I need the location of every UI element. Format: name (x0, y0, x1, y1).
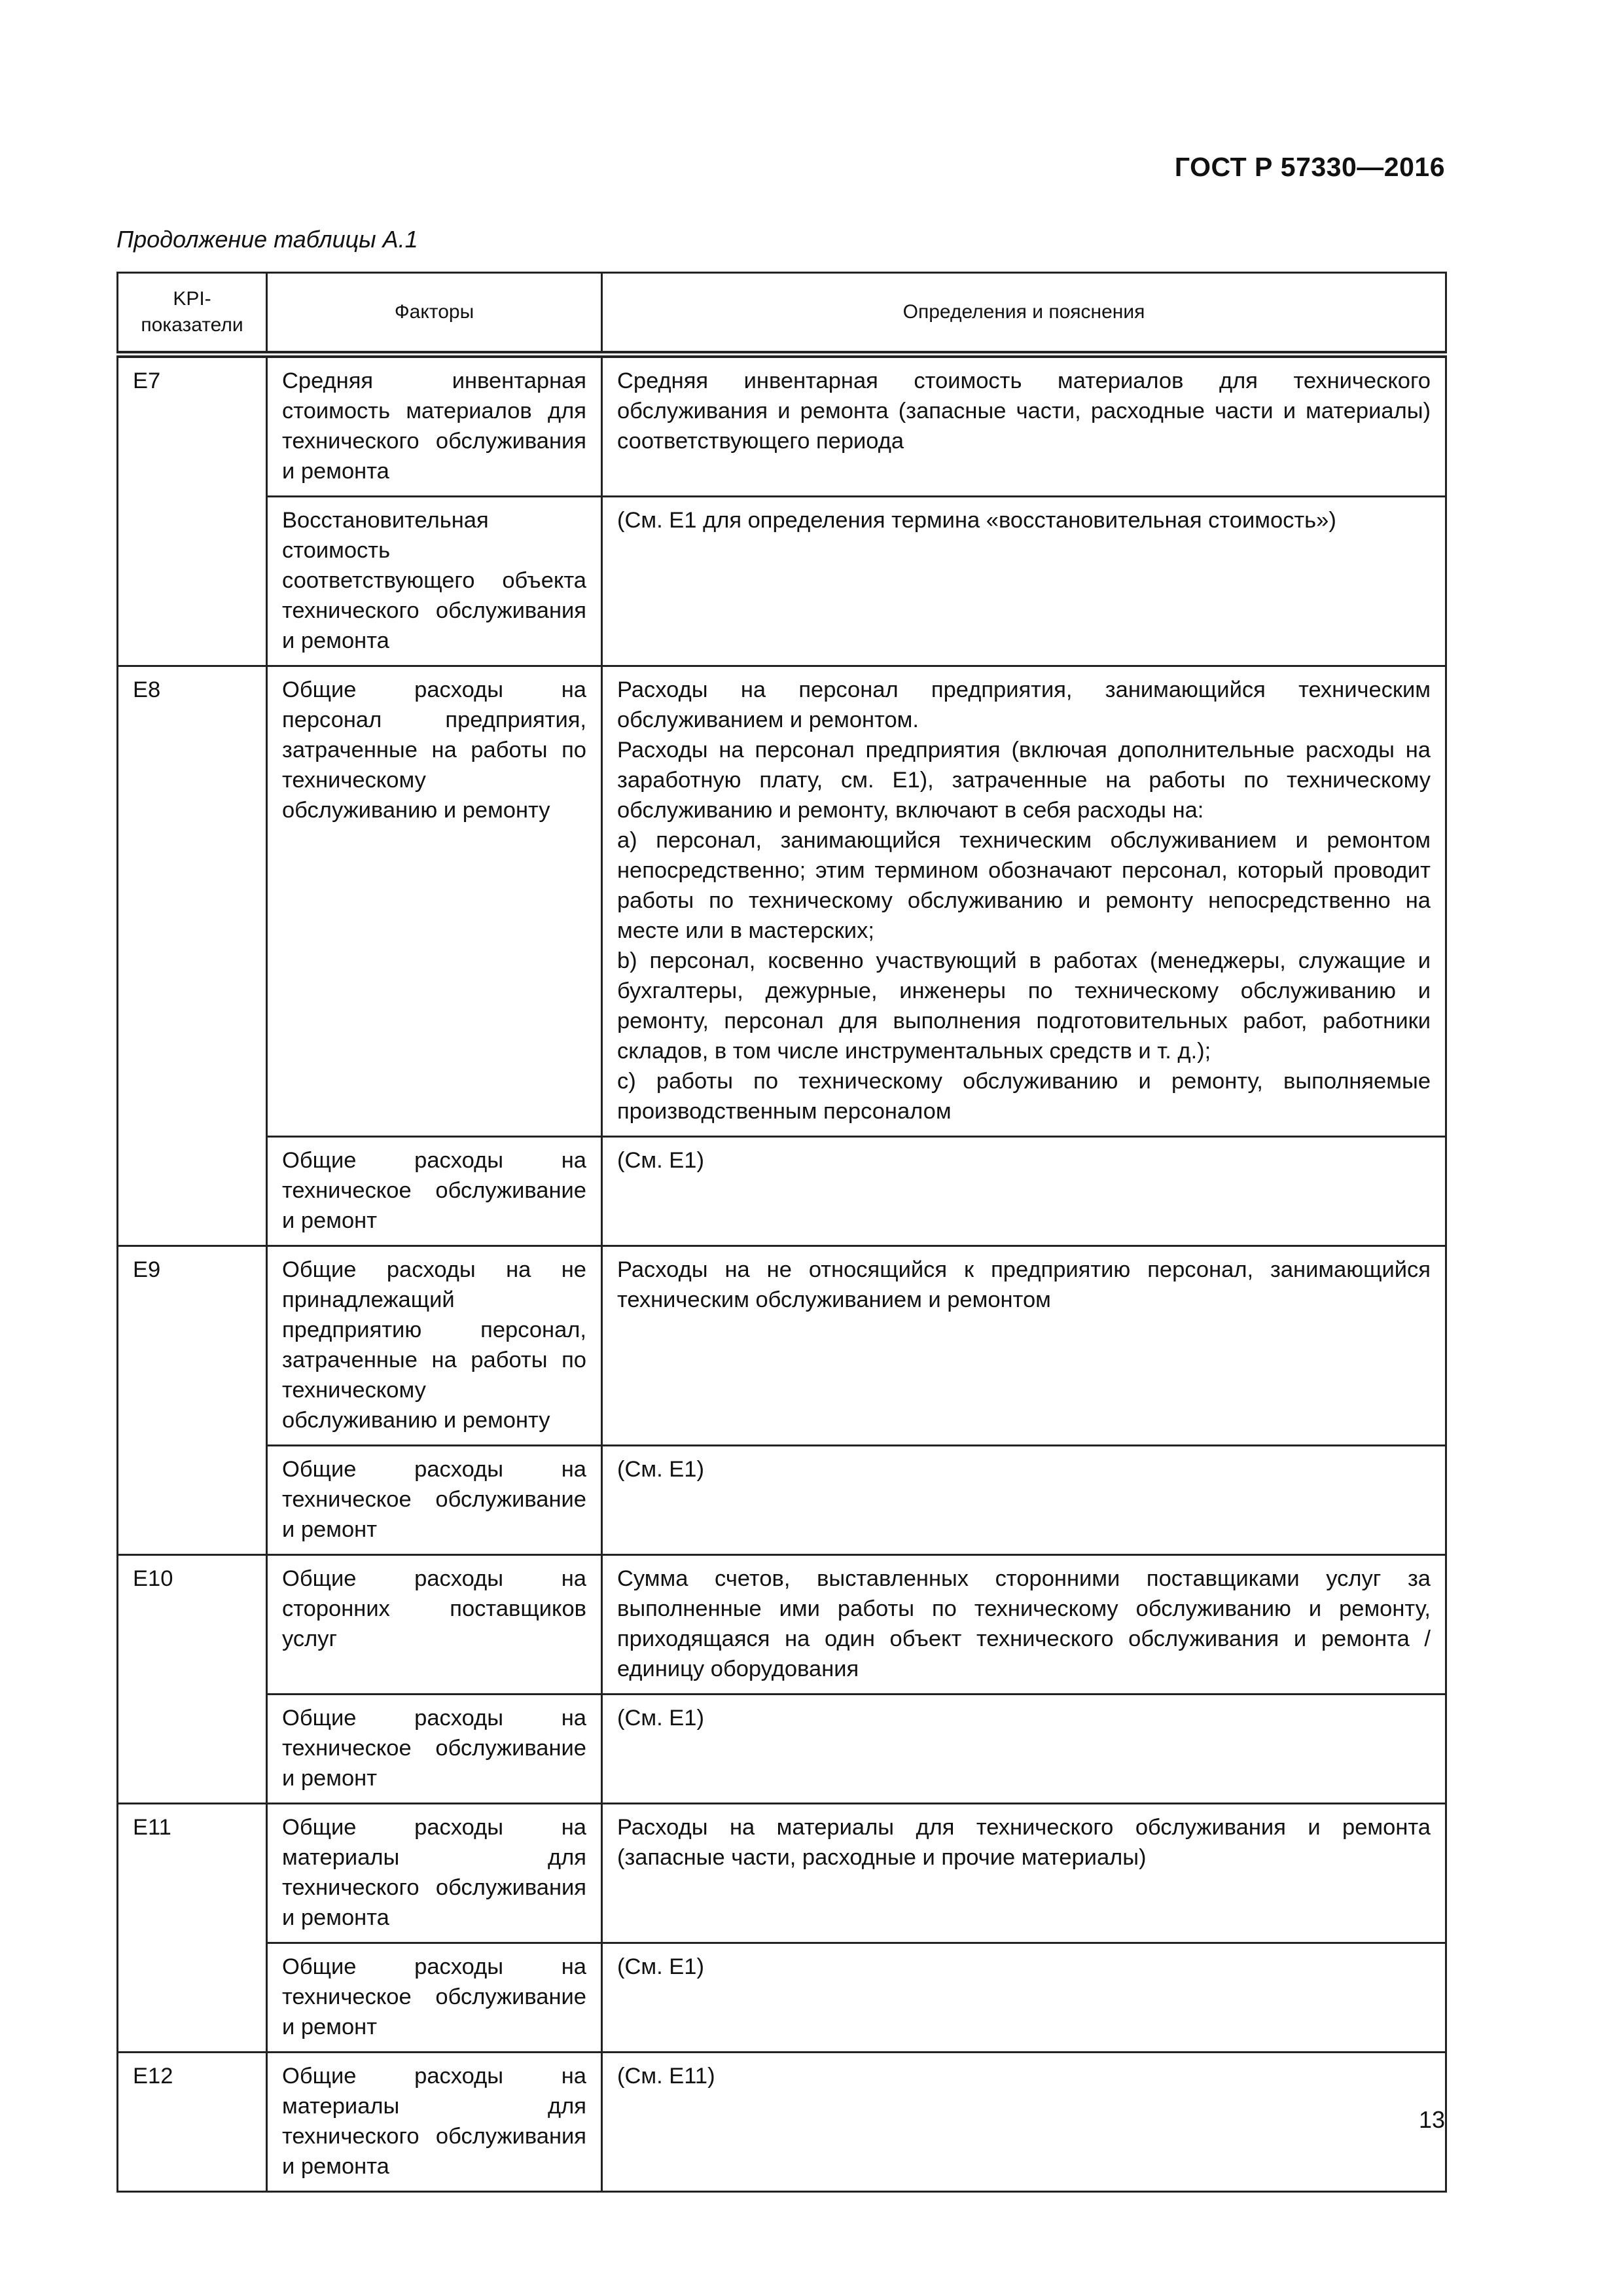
kpi-code-cell: E12 (118, 2053, 267, 2192)
table-row (118, 355, 1446, 497)
definition-cell (602, 497, 1446, 666)
table-row (118, 1555, 1446, 1695)
definition-line: Сумма счетов, выставленных сторонними поставщиками услуг за выполненные ими работы по техническому обслуживанию и ремонту, приходящаяся на один объект технического обслуживания и ремонта / единицу оборудования (617, 1566, 1431, 1681)
definition-cell (602, 1804, 1446, 1943)
table-body (118, 355, 1446, 2192)
definition-cell (602, 355, 1446, 497)
factor-cell: Общие расходы на техническое обслуживание и ремонт (267, 1137, 602, 1246)
definition-line: (См. Е1) (617, 1954, 704, 1979)
table-row (118, 497, 1446, 666)
header-kpi: KPI-показатели (118, 273, 267, 355)
definition-cell (602, 1695, 1446, 1804)
factor-cell: Общие расходы на материалы для технического обслуживания и ремонта (267, 1804, 602, 1943)
definition-line: (См. Е1) (617, 1706, 704, 1731)
definition-line: Расходы на персонал предприятия (включая дополнительные расходы на заработную плату, см. Е1), затраченные на работы по техническому обслуживанию и ремонту, включают в себя расходы на: (617, 738, 1431, 823)
factor-cell: Общие расходы на сторонних поставщиков услуг (267, 1555, 602, 1695)
definition-cell (602, 2053, 1446, 2192)
definition-line: Средняя инвентарная стоимость материалов для технического обслуживания и ремонта (запасные части, расходные части и материалы) соответствующего периода (617, 368, 1431, 454)
factor-cell: Средняя инвентарная стоимость материалов для технического обслуживания и ремонта (267, 355, 602, 497)
definition-line: (См. Е11) (617, 2064, 715, 2089)
table-row (118, 1246, 1446, 1446)
table-row (118, 1446, 1446, 1555)
factor-cell: Восстановительная стоимость соответствующего объекта технического обслуживания и ремонта (267, 497, 602, 666)
definition-line: Расходы на материалы для технического обслуживания и ремонта (запасные части, расходные и прочие материалы) (617, 1815, 1431, 1870)
table-caption: Продолжение таблицы А.1 (116, 226, 418, 253)
definition-line: Расходы на не относящийся к предприятию персонал, занимающийся техническим обслуживанием и ремонтом (617, 1257, 1431, 1312)
factor-cell: Общие расходы на техническое обслуживание и ремонт (267, 1943, 602, 2053)
header-factors: Факторы (267, 273, 602, 355)
table-row (118, 1943, 1446, 2053)
factor-cell: Общие расходы на техническое обслуживание и ремонт (267, 1446, 602, 1555)
definition-cell (602, 666, 1446, 1137)
definition-cell (602, 1943, 1446, 2053)
table-row (118, 1804, 1446, 1943)
table-row (118, 1695, 1446, 1804)
kpi-code-cell: E9 (118, 1246, 267, 1555)
definition-cell (602, 1446, 1446, 1555)
kpi-code-cell: E8 (118, 666, 267, 1246)
definition-line: c) работы по техническому обслуживанию и ремонту, выполняемые производственным персоналом (617, 1069, 1431, 1124)
definition-line: a) персонал, занимающийся техническим обслуживанием и ремонтом непосредственно; этим термином обозначают персонал, который проводит работы по техническому обслуживанию и ремонту непосредственно на месте или в мастерских; (617, 828, 1431, 943)
definition-line: (См. Е1) (617, 1148, 704, 1173)
definition-cell (602, 1246, 1446, 1446)
definition-line: (См. Е1) (617, 1457, 704, 1482)
kpi-code-cell: E7 (118, 355, 267, 666)
factor-cell: Общие расходы на не принадлежащий предприятию персонал, затраченные на работы по техническому обслуживанию и ремонту (267, 1246, 602, 1446)
definition-line: (См. Е1 для определения термина «восстановительная стоимость») (617, 508, 1336, 533)
table-row (118, 1137, 1446, 1246)
table-row (118, 2053, 1446, 2192)
factor-cell: Общие расходы на персонал предприятия, затраченные на работы по техническому обслуживанию и ремонту (267, 666, 602, 1137)
kpi-table (116, 272, 1447, 2193)
table-row (118, 666, 1446, 1137)
kpi-code-cell: E11 (118, 1804, 267, 2053)
definition-cell (602, 1555, 1446, 1695)
definition-line: b) персонал, косвенно участвующий в работах (менеджеры, служащие и бухгалтеры, дежурные, инженеры по техническому обслуживанию и ремонту, персонал для выполнения подготовительных работ, работники складов, в том числе инструментальных средств и т. д.); (617, 948, 1431, 1064)
page-number: 13 (1418, 2106, 1445, 2133)
factor-cell: Общие расходы на техническое обслуживание и ремонт (267, 1695, 602, 1804)
header-definitions: Определения и пояснения (602, 273, 1446, 355)
header-row (118, 273, 1446, 355)
definition-cell (602, 1137, 1446, 1246)
document-code: ГОСТ Р 57330—2016 (1174, 152, 1445, 182)
definition-line: Расходы на персонал предприятия, занимающийся техническим обслуживанием и ремонтом. (617, 677, 1431, 732)
factor-cell: Общие расходы на материалы для технического обслуживания и ремонта (267, 2053, 602, 2192)
table-header (118, 273, 1446, 355)
kpi-code-cell: E10 (118, 1555, 267, 1804)
